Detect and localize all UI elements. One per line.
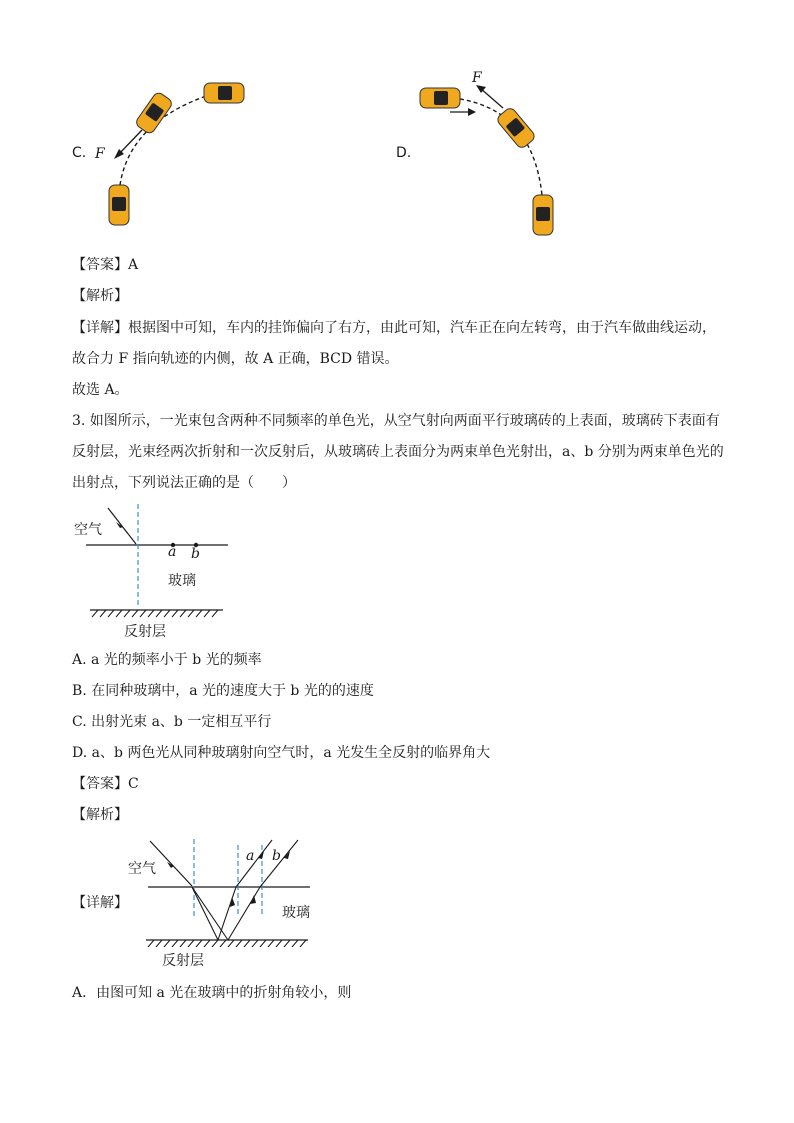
option-d: D. a、b 两色光从同种玻璃射向空气时，a 光发生全反射的临界角大 (72, 745, 491, 761)
option-d-figure (418, 68, 568, 243)
car-icon (420, 88, 460, 108)
detail-2-text-a: A．由图可知 a 光在玻璃中的折射角较小，则 (72, 985, 352, 1001)
fig3-point-a: a (168, 544, 177, 560)
option-b: B. 在同种玻璃中，a 光的速度大于 b 光的的速度 (72, 683, 374, 699)
answer-2 (72, 774, 139, 794)
question-3-line1: 3. 如图所示，一光束包含两种不同频率的单色光，从空气射向两面平行玻璃砖的上表面，玻璃砖下表面有 (72, 413, 720, 429)
car-icon (204, 83, 244, 103)
detail-2-figure (140, 835, 320, 965)
car-icon (533, 195, 553, 235)
option-a: A. a 光的频率小于 b 光的频率 (72, 652, 262, 668)
car-icon (134, 91, 173, 135)
fig-detail-glass-label: 玻璃 (282, 905, 310, 921)
analysis-2 (72, 805, 128, 825)
fig-detail-air-label: 空气 (128, 861, 156, 877)
car-icon (109, 185, 129, 225)
fig-detail-reflect-label: 反射层 (162, 953, 204, 969)
detail-text: 根据图中可知，车内的挂饰偏向了右方，由此可知，汽车正在向左转弯，由于汽车做曲线运动， (128, 320, 716, 336)
fig3-reflect-label: 反射层 (124, 624, 166, 640)
answer-tag: 【答案】 (72, 257, 128, 273)
option-c: C. 出射光束 a、b 一定相互平行 (72, 714, 272, 730)
force-label-d: F (472, 70, 482, 86)
analysis-tag: 【解析】 (72, 288, 128, 304)
car-icon (495, 106, 536, 149)
detail-2-tag: 【详解】 (72, 895, 128, 911)
fig-detail-ray-a: a (246, 848, 255, 864)
fig-detail-ray-b: b (272, 848, 281, 864)
detail-1-line1 (72, 318, 716, 338)
answer-value: C (128, 776, 139, 792)
question-3-line3: 出射点，下列说法正确的是（ ） (72, 475, 296, 491)
answer-tag: 【答案】 (72, 776, 128, 792)
fig3-glass-label: 玻璃 (168, 573, 196, 589)
fig3-point-b: b (191, 546, 200, 562)
analysis-tag: 【解析】 (72, 807, 128, 823)
option-d-label: D. (396, 145, 412, 161)
detail-tag: 【详解】 (72, 320, 128, 336)
question-3-line2: 反射层，光束经两次折射和一次反射后，从玻璃砖上表面分为两束单色光射出，a、b 分别为两束单色光的 (72, 444, 724, 460)
option-c-label: C. (72, 145, 87, 161)
analysis-1 (72, 286, 128, 306)
fig3-air-label: 空气 (74, 522, 102, 538)
force-label-c: F (95, 146, 105, 162)
answer-1 (72, 255, 138, 275)
detail-1-conclusion: 故选 A。 (72, 382, 129, 398)
answer-value: A (128, 257, 139, 273)
detail-1-line2: 故合力 F 指向轨迹的内侧，故 A 正确，BCD 错误。 (72, 351, 399, 367)
